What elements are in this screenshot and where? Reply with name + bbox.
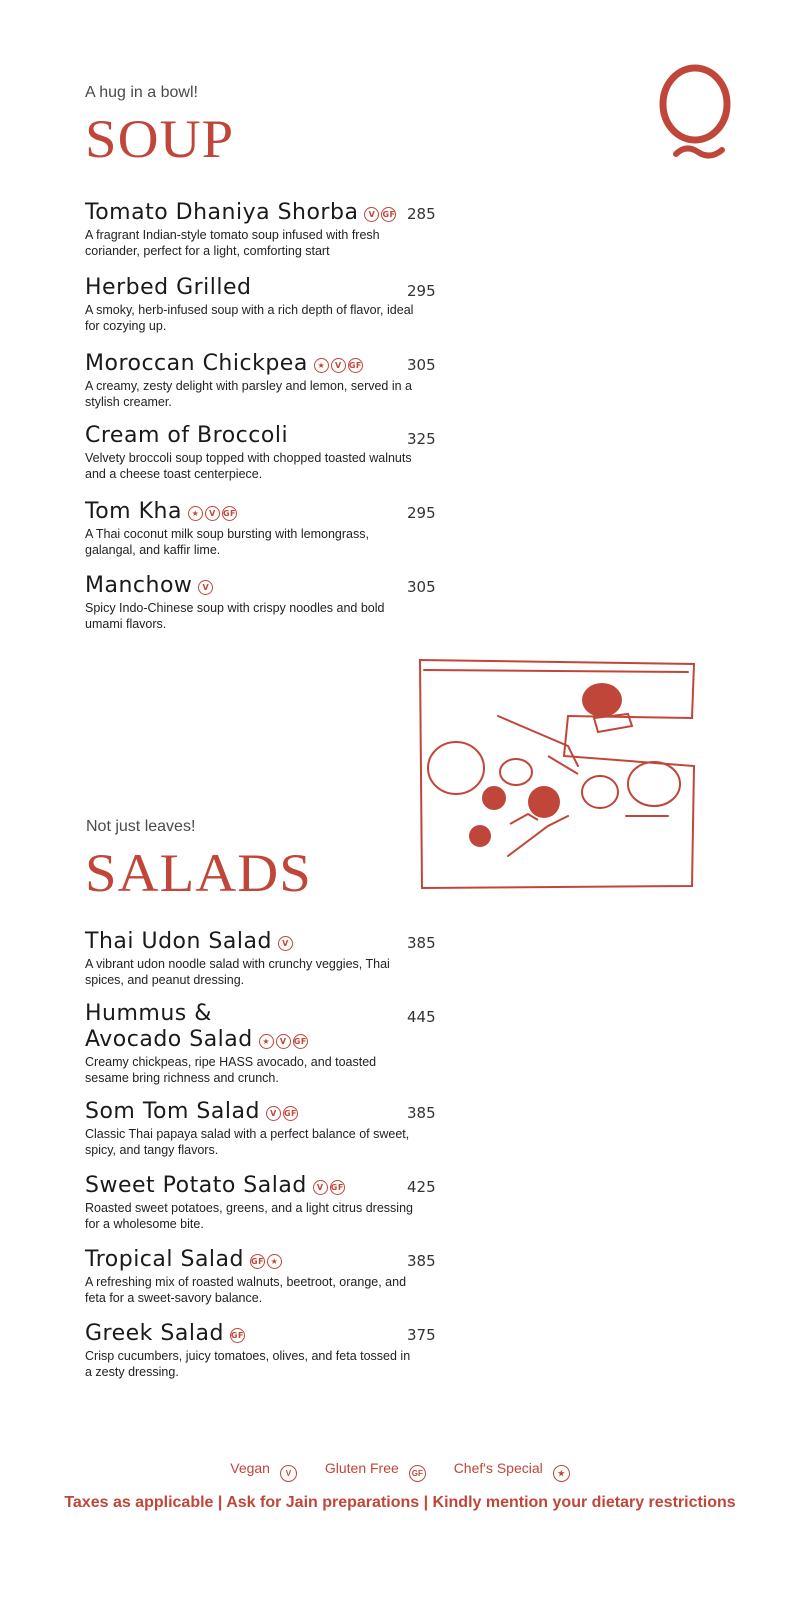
- menu-item-name-text: Hummus &: [85, 1001, 212, 1026]
- menu-item-name: [85, 1172, 445, 1198]
- menu-item-price: 295: [407, 282, 436, 300]
- menu-item-price: 385: [407, 1104, 436, 1122]
- diet-legend: [0, 1460, 800, 1482]
- soup-tagline: A hug in a bowl!: [85, 84, 198, 101]
- vegan-icon: V: [331, 358, 346, 373]
- diet-icons: [198, 572, 215, 596]
- menu-item-name-text: Moroccan Chickpea: [85, 351, 308, 376]
- table-illustration: [418, 656, 696, 892]
- diet-icons: [364, 199, 398, 223]
- menu-item: [85, 1246, 445, 1306]
- legend-vegan: [224, 1460, 303, 1476]
- menu-item-name: [85, 928, 445, 954]
- soup-title: SOUP: [85, 109, 235, 169]
- legend-vegan-label: Vegan: [230, 1460, 270, 1476]
- vegan-icon: V: [278, 936, 293, 951]
- menu-item: [85, 1002, 445, 1086]
- menu-item-name-text: Thai Udon Salad: [85, 929, 272, 954]
- menu-item-description: Classic Thai papaya salad with a perfect balance of sweet, spicy, and tangy flavors.: [85, 1127, 410, 1157]
- diet-icons: [278, 928, 295, 952]
- menu-item-name-text: Greek Salad: [85, 1321, 224, 1346]
- vegan-icon: V: [313, 1180, 328, 1195]
- gluten-free-icon: GF: [330, 1180, 345, 1195]
- menu-item-price: 305: [407, 356, 436, 374]
- menu-item-name-text: Manchow: [85, 573, 193, 598]
- menu-item-name-text: Herbed Grilled: [85, 275, 252, 300]
- vegan-icon: V: [276, 1034, 291, 1049]
- menu-item-name-text: Som Tom Salad: [85, 1099, 260, 1124]
- legend-gluten-free-label: Gluten Free: [324, 1460, 399, 1476]
- menu-item: [85, 1172, 445, 1232]
- menu-item-price: 385: [407, 1252, 436, 1270]
- legend-chefs-special: [448, 1460, 576, 1476]
- menu-item-description: Velvety broccoli soup topped with chopped toasted walnuts and a cheese toast centerpiece.: [85, 451, 412, 481]
- menu-item-name: [85, 1246, 445, 1272]
- chefs-special-icon: ★: [188, 506, 203, 521]
- menu-item-price: 445: [407, 1008, 436, 1026]
- menu-item-name: [85, 350, 445, 376]
- q-logo-icon: [656, 64, 734, 174]
- menu-item-description: A smoky, herb-infused soup with a rich depth of flavor, ideal for cozying up.: [85, 303, 414, 333]
- diet-icons: [313, 1172, 347, 1196]
- menu-item: [85, 1098, 445, 1158]
- menu-item-name-text: Avocado Salad: [85, 1027, 253, 1052]
- salads-tagline: Not just leaves!: [86, 818, 196, 835]
- menu-item-name: [85, 1002, 445, 1026]
- menu-item-name: [85, 276, 445, 300]
- menu-item-name-text: Tomato Dhaniya Shorba: [85, 200, 359, 225]
- menu-item-name: [85, 1098, 445, 1124]
- menu-item-name-text: Cream of Broccoli: [85, 423, 289, 448]
- vegan-icon: V: [280, 1465, 297, 1482]
- menu-item-price: 425: [407, 1178, 436, 1196]
- menu-item-description: A creamy, zesty delight with parsley and lemon, served in a stylish creamer.: [85, 379, 413, 409]
- chefs-special-icon: ★: [314, 358, 329, 373]
- menu-item-price: 295: [407, 504, 436, 522]
- diet-icons: [266, 1098, 300, 1122]
- menu-item: [85, 276, 445, 334]
- menu-item-price: 285: [407, 205, 436, 223]
- menu-item-description: Roasted sweet potatoes, greens, and a light citrus dressing for a wholesome bite.: [85, 1201, 413, 1231]
- menu-item-description: Crisp cucumbers, juicy tomatoes, olives, and feta tossed in a zesty dressing.: [85, 1349, 411, 1379]
- vegan-icon: V: [205, 506, 220, 521]
- legend-chefs-special-label: Chef's Special: [453, 1460, 543, 1476]
- menu-item-description: Spicy Indo-Chinese soup with crispy noodles and bold umami flavors.: [85, 601, 385, 631]
- gluten-free-icon: GF: [222, 506, 237, 521]
- chefs-special-icon: ★: [267, 1254, 282, 1269]
- menu-item: [85, 199, 445, 259]
- menu-item: [85, 1320, 445, 1380]
- menu-item: [85, 350, 445, 410]
- gluten-free-icon: GF: [283, 1106, 298, 1121]
- menu-item-name-line2: [85, 1026, 445, 1052]
- diet-icons: [230, 1320, 247, 1344]
- menu-item-name: [85, 572, 445, 598]
- diet-icons: [250, 1246, 284, 1270]
- menu-item: [85, 928, 445, 988]
- menu-item: [85, 572, 445, 632]
- vegan-icon: V: [198, 580, 213, 595]
- menu-item-name: [85, 424, 445, 448]
- menu-item-description: A Thai coconut milk soup bursting with lemongrass, galangal, and kaffir lime.: [85, 527, 369, 557]
- salads-title: SALADS: [85, 843, 312, 903]
- gluten-free-icon: GF: [409, 1465, 426, 1482]
- gluten-free-icon: GF: [230, 1328, 245, 1343]
- chefs-special-icon: ★: [553, 1465, 570, 1482]
- menu-item-name: [85, 199, 445, 225]
- legend-gluten-free: [319, 1460, 432, 1476]
- gluten-free-icon: GF: [293, 1034, 308, 1049]
- menu-item-description: A fragrant Indian-style tomato soup infused with fresh coriander, perfect for a light, comforting start: [85, 228, 380, 258]
- menu-item-name: [85, 1320, 445, 1346]
- menu-item-name: [85, 498, 445, 524]
- diet-icons: [314, 350, 365, 374]
- menu-item-name-text: Tropical Salad: [85, 1247, 244, 1272]
- menu-item-name-text: Sweet Potato Salad: [85, 1173, 307, 1198]
- menu-item-price: 305: [407, 578, 436, 596]
- footer-note: Taxes as applicable | Ask for Jain preparations | Kindly mention your dietary restrictions: [64, 1494, 736, 1511]
- menu-item-description: A vibrant udon noodle salad with crunchy veggies, Thai spices, and peanut dressing.: [85, 957, 390, 987]
- gluten-free-icon: GF: [381, 207, 396, 222]
- vegan-icon: V: [266, 1106, 281, 1121]
- menu-item-name-text: Tom Kha: [85, 499, 182, 524]
- menu-item-price: 325: [407, 430, 436, 448]
- diet-icons: [188, 498, 239, 522]
- menu-item-description: Creamy chickpeas, ripe HASS avocado, and toasted sesame bring richness and crunch.: [85, 1055, 377, 1085]
- gluten-free-icon: GF: [348, 358, 363, 373]
- menu-item: [85, 424, 445, 482]
- menu-item-description: A refreshing mix of roasted walnuts, beetroot, orange, and feta for a sweet-savory balance.: [85, 1275, 407, 1305]
- vegan-icon: V: [364, 207, 379, 222]
- chefs-special-icon: ★: [259, 1034, 274, 1049]
- menu-item: [85, 498, 445, 558]
- diet-icons: [259, 1026, 310, 1050]
- gluten-free-icon: GF: [250, 1254, 265, 1269]
- menu-item-price: 385: [407, 934, 436, 952]
- menu-item-price: 375: [407, 1326, 436, 1344]
